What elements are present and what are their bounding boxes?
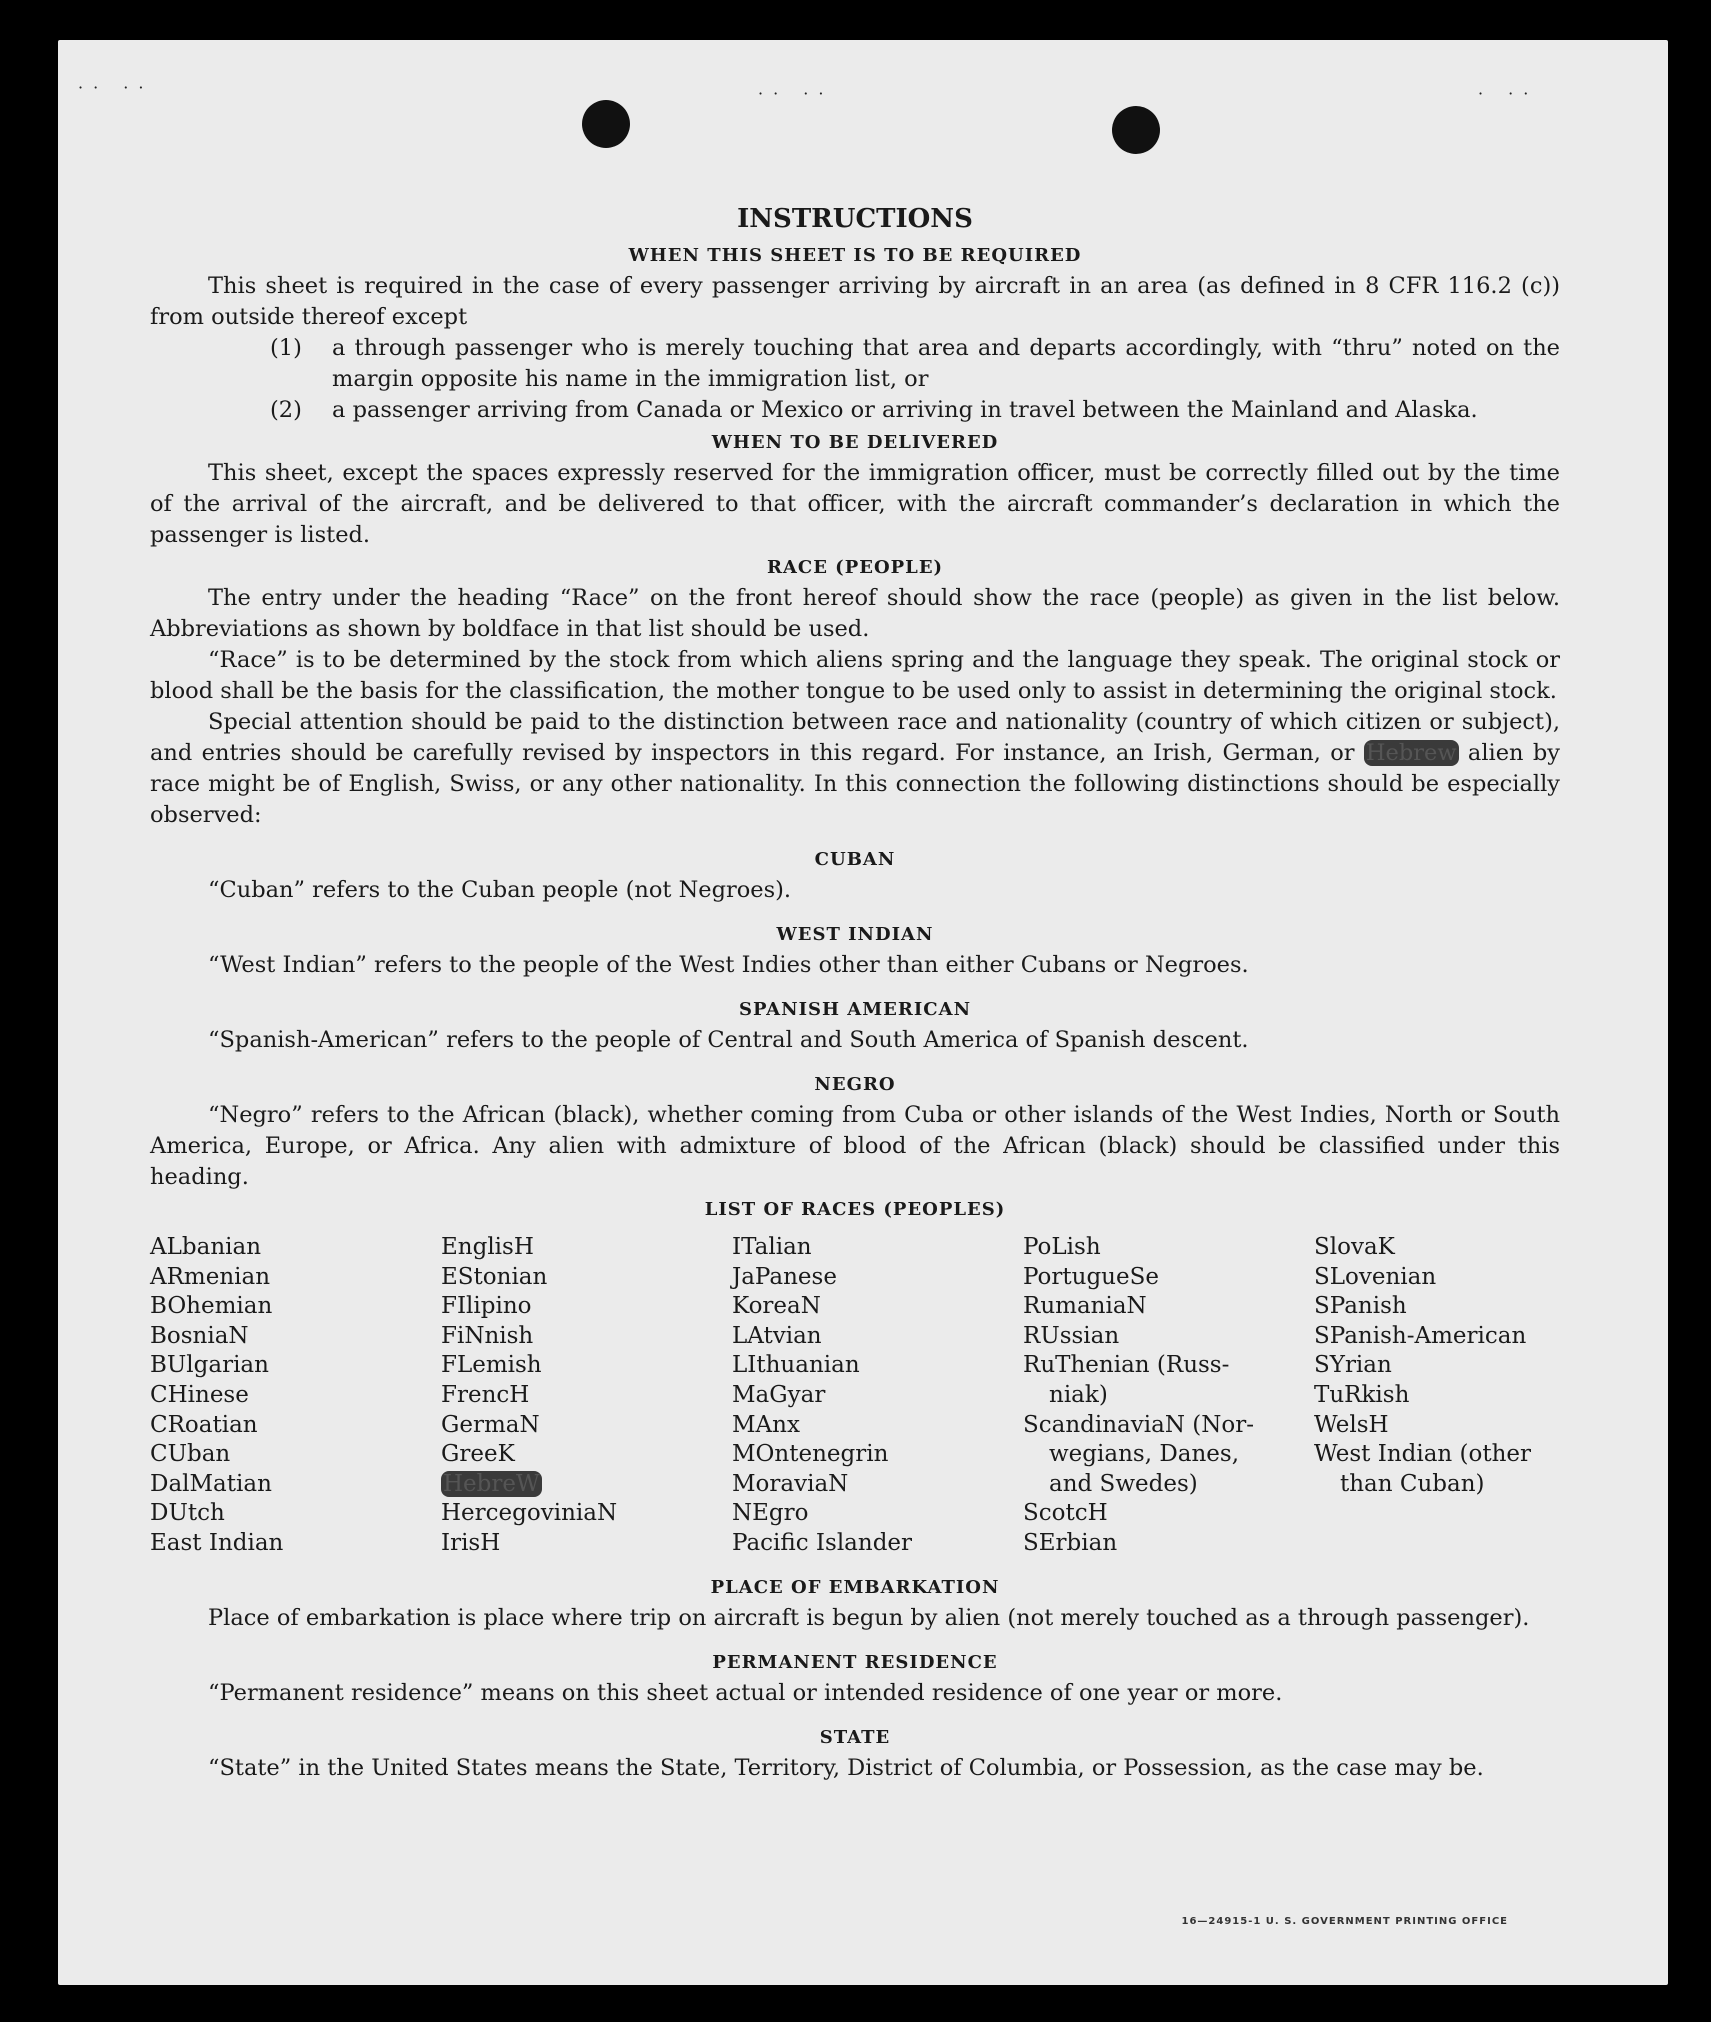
races-column-2	[441, 1233, 732, 1559]
race-entry: EnglisH	[441, 1234, 534, 1260]
race-entry: Pacific Islander	[732, 1529, 913, 1556]
race-entry: IrisH	[441, 1529, 501, 1556]
race-entry: GreeK	[441, 1441, 515, 1468]
instructions-body	[150, 164, 1560, 1784]
scan-specks: ·· ··	[78, 78, 154, 97]
section-heading-state: STATE	[819, 1726, 891, 1748]
race-entry: DUtch	[150, 1500, 225, 1527]
section-heading-negro: NEGRO	[814, 1074, 896, 1095]
race-entry: ARmenian	[150, 1263, 271, 1290]
west-indian-text: “West Indian” refers to the people of the West Indies other than either Cubans or Negroes.	[208, 952, 1249, 978]
section-heading-embarkation: PLACE OF EMBARKATION	[710, 1576, 1000, 1598]
spanish-american-text: “Spanish-American” refers to the people of Central and South America of Spanish descent.	[208, 1027, 1249, 1053]
race-entry: SPanish-American	[1314, 1322, 1527, 1349]
races-column-1	[150, 1233, 441, 1559]
race-entry: SYrian	[1314, 1352, 1392, 1379]
section-heading-spanish-american: SPANISH AMERICAN	[738, 999, 972, 1020]
races-column-5	[1314, 1233, 1560, 1559]
page-title: INSTRUCTIONS	[737, 204, 973, 234]
races-column-3	[732, 1233, 1023, 1559]
race-entry: EStonian	[441, 1263, 548, 1290]
race-entry: BOhemian	[150, 1293, 273, 1320]
race-entry: PortugueSe	[1023, 1263, 1159, 1290]
race-entry: FiNnish	[441, 1322, 534, 1349]
punch-hole-right	[1112, 106, 1160, 154]
section-heading-races-list: LIST OF RACES (PEOPLES)	[704, 1199, 1006, 1220]
blotted-race-entry: HebreW	[443, 1470, 540, 1497]
race-entry: MaGyar	[732, 1381, 826, 1408]
race-entry: LIthuanian	[732, 1352, 860, 1379]
punch-hole-left	[582, 100, 630, 148]
item-text: a passenger arriving from Canada or Mexico or arriving in travel between the Mainland and Alaska.	[332, 397, 1478, 423]
exception-item	[270, 395, 1560, 426]
section-heading-required: WHEN THIS SHEET IS TO BE REQUIRED	[628, 245, 1082, 266]
races-list	[150, 1233, 1560, 1559]
scan-specks: ·· ··	[758, 84, 834, 103]
race-entry: ScandinaviaN (Nor-	[1023, 1411, 1254, 1438]
race-paragraph-3a: Special attention should be paid to the distinction between race and nationality (country of which citizen or subject), and entries should be carefully revised by inspectors in this regard. For instance, an Irish, German, or	[150, 709, 1560, 766]
item-number: (2)	[270, 397, 302, 423]
race-entry-continued: niak)	[1049, 1381, 1108, 1408]
section-heading-cuban: CUBAN	[814, 849, 896, 870]
race-entry: ITalian	[732, 1234, 812, 1260]
race-entry: East Indian	[150, 1529, 284, 1556]
item-number: (1)	[270, 335, 302, 361]
race-entry: MOntenegrin	[732, 1441, 889, 1468]
race-entry: RUssian	[1023, 1322, 1120, 1349]
blotted-word: Hebrew	[1365, 740, 1457, 766]
races-column-4	[1023, 1233, 1314, 1559]
race-entry: KoreaN	[732, 1293, 821, 1320]
race-entry: FrencH	[441, 1381, 530, 1408]
item-text: a through passenger who is merely touching that area and departs accordingly, with “thru” noted on the margin opposite his name in the immigration list, or	[332, 335, 1560, 392]
race-entry: ALbanian	[150, 1234, 262, 1260]
exception-item	[270, 333, 1560, 395]
race-entry: CRoatian	[150, 1411, 258, 1438]
race-entry: BosniaN	[150, 1322, 249, 1349]
race-entry: RumaniaN	[1023, 1293, 1147, 1320]
scan-specks: · ··	[1478, 84, 1539, 103]
race-entry: BUlgarian	[150, 1352, 269, 1379]
document-sheet	[58, 40, 1668, 1985]
printing-office-code: 16—24915-1 U. S. GOVERNMENT PRINTING OFFICE	[1181, 1916, 1508, 1927]
race-entry: SLovenian	[1314, 1263, 1437, 1290]
section-heading-delivered: WHEN TO BE DELIVERED	[711, 432, 999, 453]
race-entry: SPanish	[1314, 1293, 1407, 1320]
race-entry	[441, 1470, 732, 1500]
race-entry: GermaN	[441, 1411, 540, 1438]
race-entry: CUban	[150, 1441, 231, 1468]
race-paragraph-1: The entry under the heading “Race” on the front hereof should show the race (people) as given in the list below. Abbreviations as shown by boldface in that list should be used.	[150, 585, 1560, 642]
negro-text: “Negro” refers to the African (black), whether coming from Cuba or other islands of the West Indies, North or South America, Europe, or Africa. Any alien with admixture of blood of the African (black) should be classified under this heading.	[150, 1102, 1560, 1190]
delivered-text: This sheet, except the spaces expressly reserved for the immigration officer, must be correctly filled out by the time of the arrival of the aircraft, and be delivered to that officer, with the aircraft commander’s declaration in which the passenger is listed.	[150, 460, 1560, 548]
race-entry: ScotcH	[1023, 1500, 1108, 1527]
race-paragraph-2: “Race” is to be determined by the stock from which aliens spring and the language they speak. The original stock or blood shall be the basis for the classification, the mother tongue to be used only to assist in determining the original stock.	[150, 647, 1560, 704]
race-entry: West Indian (other	[1314, 1441, 1532, 1468]
race-entry: FIlipino	[441, 1293, 532, 1320]
race-entry: HercegoviniaN	[441, 1500, 618, 1527]
race-entry: SlovaK	[1314, 1234, 1395, 1260]
section-heading-residence: PERMANENT RESIDENCE	[712, 1651, 998, 1673]
race-entry: PoLish	[1023, 1234, 1101, 1260]
race-entry: JaPanese	[732, 1263, 837, 1290]
race-entry: RuThenian (Russ-	[1023, 1352, 1230, 1379]
race-paragraph-3	[150, 707, 1560, 831]
section-heading-west-indian: WEST INDIAN	[776, 924, 934, 945]
race-entry: CHinese	[150, 1381, 249, 1408]
race-entry: SErbian	[1023, 1529, 1118, 1556]
residence-text: “Permanent residence” means on this sheet actual or intended residence of one year or more.	[208, 1679, 1283, 1706]
state-text: “State” in the United States means the State, Territory, District of Columbia, or Possession, as the case may be.	[208, 1754, 1484, 1781]
race-paragraph-3b: alien by race might be of English, Swiss, or any other nationality. In this connection the following distinctions should be especially observed:	[150, 740, 1561, 828]
race-entry-continued: wegians, Danes,	[1049, 1441, 1240, 1468]
cuban-text: “Cuban” refers to the Cuban people (not Negroes).	[208, 877, 792, 903]
race-entry: FLemish	[441, 1352, 542, 1379]
race-entry: WelsH	[1314, 1411, 1389, 1438]
race-entry-continued: than Cuban)	[1340, 1470, 1485, 1497]
race-entry: MoraviaN	[732, 1470, 849, 1497]
race-entry: DalMatian	[150, 1470, 272, 1497]
section-heading-race: RACE (PEOPLE)	[766, 557, 944, 578]
race-entry: MAnx	[732, 1411, 800, 1438]
required-intro: This sheet is required in the case of every passenger arriving by aircraft in an area (as defined in 8 CFR 116.2 (c)) from outside thereof except	[150, 273, 1560, 330]
race-entry: TuRkish	[1314, 1381, 1410, 1408]
race-entry-continued: and Swedes)	[1049, 1470, 1198, 1497]
race-entry: NEgro	[732, 1500, 809, 1527]
race-entry: LAtvian	[732, 1322, 822, 1349]
embarkation-text: Place of embarkation is place where trip on aircraft is begun by alien (not merely touched as a through passenger).	[208, 1604, 1530, 1631]
